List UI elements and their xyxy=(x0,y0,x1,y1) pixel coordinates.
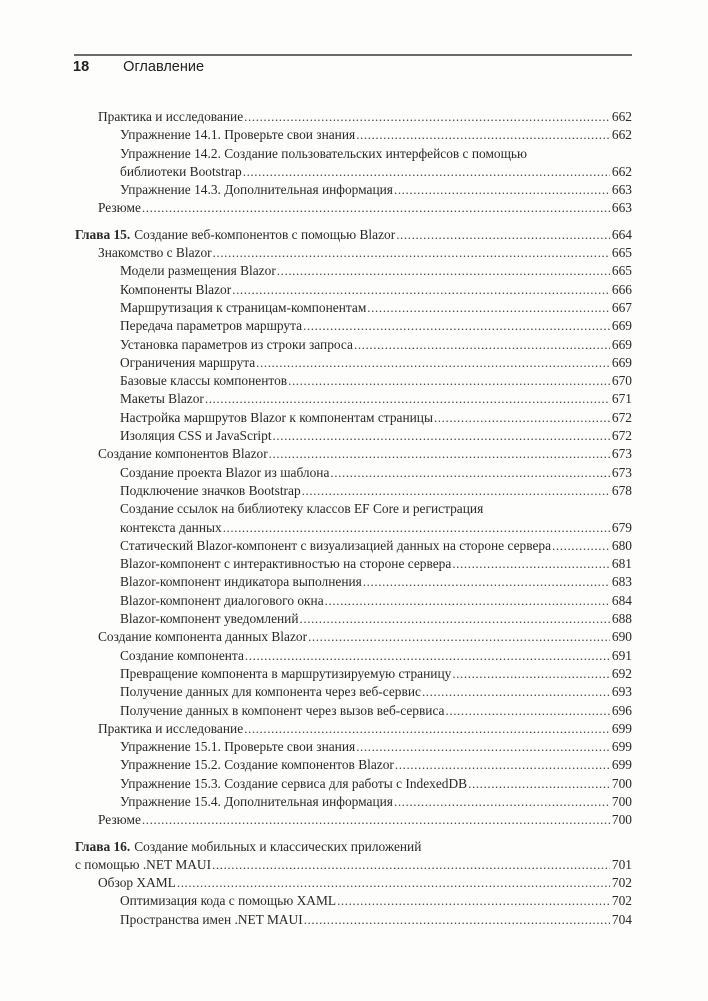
toc-row xyxy=(75,500,632,518)
toc-row xyxy=(75,427,632,445)
dot-leader xyxy=(300,610,610,628)
dot-leader xyxy=(330,464,609,482)
toc-entry-label: Создание ссылок на библиотеку классов EF Core и регистрация xyxy=(120,501,484,517)
toc-row xyxy=(75,610,632,628)
toc-entry-label: Резюме xyxy=(98,812,141,828)
toc-entry-label: Создание компонента данных Blazor xyxy=(98,629,308,645)
dot-leader xyxy=(269,445,610,463)
toc-page-number: 671 xyxy=(611,391,632,407)
dot-leader xyxy=(468,775,610,793)
dot-leader xyxy=(243,163,610,181)
toc-row xyxy=(75,683,632,701)
toc-page-number: 665 xyxy=(611,245,632,261)
toc-page-number: 678 xyxy=(611,482,632,498)
toc-page-number: 663 xyxy=(611,182,632,198)
toc-row xyxy=(75,464,632,482)
dot-leader xyxy=(308,628,610,646)
dot-leader xyxy=(205,390,610,408)
toc-entry-label: Передача параметров маршрута xyxy=(120,318,303,334)
toc-row xyxy=(75,226,632,244)
dot-leader xyxy=(337,892,610,910)
toc-page-number: 669 xyxy=(611,318,632,334)
dot-leader xyxy=(304,911,610,929)
toc-row xyxy=(75,281,632,299)
dot-leader xyxy=(356,126,610,144)
header-title: Оглавление xyxy=(123,59,205,75)
toc-row xyxy=(75,702,632,720)
toc-page-number: 699 xyxy=(611,739,632,755)
toc-page-number: 700 xyxy=(611,775,632,791)
header-rule xyxy=(74,54,632,56)
toc-entry-label: Изоляция CSS и JavaScript xyxy=(120,428,272,444)
dot-leader xyxy=(303,317,610,335)
toc-page-number: 664 xyxy=(611,226,632,242)
toc-list xyxy=(75,108,632,929)
toc-chapter-prefix: Глава 15. xyxy=(75,226,131,242)
toc-row xyxy=(75,372,632,390)
toc-row xyxy=(75,244,632,262)
toc-row xyxy=(75,811,632,829)
toc-entry-label: Макеты Blazor xyxy=(120,391,204,407)
toc-page-number: 672 xyxy=(611,409,632,425)
toc-page-number: 690 xyxy=(611,629,632,645)
toc-page-number: 693 xyxy=(611,684,632,700)
toc-page-number: 672 xyxy=(611,428,632,444)
toc-entry-label: Получение данных для компонента через веб-сервис xyxy=(120,684,421,700)
toc-row xyxy=(75,262,632,280)
toc-row xyxy=(75,555,632,573)
toc-row xyxy=(75,756,632,774)
toc-row xyxy=(75,720,632,738)
toc-entry-label: Создание веб-компонентов с помощью Blazor xyxy=(134,226,396,242)
dot-leader xyxy=(142,199,610,217)
toc-page-number: 691 xyxy=(611,647,632,663)
toc-row xyxy=(75,199,632,217)
dot-leader xyxy=(142,811,610,829)
toc-page-number: 702 xyxy=(611,875,632,891)
toc-page-number: 699 xyxy=(611,720,632,736)
toc-entry-label: Практика и исследование xyxy=(98,720,244,736)
toc-row xyxy=(75,537,632,555)
dot-leader xyxy=(367,299,610,317)
toc-entry-label: Blazor-компонент индикатора выполнения xyxy=(120,574,362,590)
toc-page-number: 701 xyxy=(611,856,632,872)
toc-entry-label: Ограничения маршрута xyxy=(120,354,256,370)
toc-page-number: 662 xyxy=(611,163,632,179)
toc-page-number: 662 xyxy=(611,109,632,124)
toc-entry-label: Знакомство с Blazor xyxy=(98,245,212,261)
dot-leader xyxy=(354,336,610,354)
toc-entry-label: Упражнение 14.1. Проверьте свои знания xyxy=(120,127,356,143)
toc-row xyxy=(75,126,632,144)
header-page-number: 18 xyxy=(73,59,90,75)
dot-leader xyxy=(363,573,610,591)
dot-leader xyxy=(256,354,610,372)
dot-leader xyxy=(213,244,610,262)
toc-row xyxy=(75,354,632,372)
dot-leader xyxy=(223,519,610,537)
toc-entry-label: Базовые классы компонентов xyxy=(120,373,288,389)
toc-entry-label: Упражнение 15.3. Создание сервиса для работы с IndexedDB xyxy=(120,775,468,791)
dot-leader xyxy=(452,665,610,683)
toc-row xyxy=(75,775,632,793)
dot-leader xyxy=(277,262,610,280)
toc-entry-label: Получение данных в компонент через вызов веб-сервиса xyxy=(120,702,445,718)
toc-page-number: 665 xyxy=(611,263,632,279)
toc-page-number: 696 xyxy=(611,702,632,718)
toc-entry-label: Оптимизация кода с помощью XAML xyxy=(120,893,337,909)
dot-leader xyxy=(434,409,610,427)
toc-page-number: 700 xyxy=(611,812,632,828)
toc-page-number: 699 xyxy=(611,757,632,773)
toc-row xyxy=(75,665,632,683)
toc-entry-label: Упражнение 15.1. Проверьте свои знания xyxy=(120,739,356,755)
toc-entry-label: Упражнение 14.2. Создание пользовательских интерфейсов с помощью xyxy=(120,145,528,161)
toc-page-number: 679 xyxy=(611,519,632,535)
toc-row xyxy=(75,647,632,665)
toc-row xyxy=(75,108,632,126)
toc-page-number: 673 xyxy=(611,446,632,462)
toc-entry-label: Резюме xyxy=(98,200,141,216)
dot-leader xyxy=(245,647,610,665)
dot-leader xyxy=(394,793,610,811)
toc-row xyxy=(75,317,632,335)
dot-leader xyxy=(177,874,610,892)
toc-entry-label: Создание компонента xyxy=(120,647,244,663)
toc-entry-label: Маршрутизация к страницам-компонентам xyxy=(120,299,367,315)
toc-entry-label: Упражнение 14.3. Дополнительная информация xyxy=(120,182,393,198)
toc-entry-label: Практика и исследование xyxy=(98,109,244,124)
dot-leader xyxy=(325,592,610,610)
toc-row xyxy=(75,445,632,463)
toc-entry-label: Blazor-компонент уведомлений xyxy=(120,611,299,627)
toc-row xyxy=(75,838,632,856)
toc-row xyxy=(75,482,632,500)
dot-leader xyxy=(244,720,610,738)
dot-leader xyxy=(452,555,610,573)
toc-row xyxy=(75,793,632,811)
toc-page-number: 670 xyxy=(611,373,632,389)
dot-leader xyxy=(396,226,610,244)
toc-row xyxy=(75,592,632,610)
page-header xyxy=(73,59,204,75)
toc-page-number: 692 xyxy=(611,665,632,681)
toc-page-number: 673 xyxy=(611,464,632,480)
toc-entry-label: Обзор XAML xyxy=(98,875,176,891)
dot-leader xyxy=(446,702,610,720)
toc-page-number: 681 xyxy=(611,556,632,572)
dot-leader xyxy=(395,756,610,774)
toc-page-number: 680 xyxy=(611,537,632,553)
toc-row xyxy=(75,409,632,427)
toc-page-number: 688 xyxy=(611,611,632,627)
toc-page-number: 684 xyxy=(611,592,632,608)
dot-leader xyxy=(244,108,610,126)
toc-entry-label: Компоненты Blazor xyxy=(120,281,232,297)
toc-row xyxy=(75,519,632,537)
toc-entry-label: Упражнение 15.4. Дополнительная информация xyxy=(120,793,393,809)
dot-leader xyxy=(302,482,610,500)
toc-row xyxy=(75,299,632,317)
toc-row xyxy=(75,856,632,874)
toc-row xyxy=(75,181,632,199)
dot-leader xyxy=(552,537,610,555)
toc-page-number: 669 xyxy=(611,354,632,370)
dot-leader xyxy=(232,281,610,299)
toc-entry-label: Модели размещения Blazor xyxy=(120,263,276,279)
toc-page-number: 669 xyxy=(611,336,632,352)
dot-leader xyxy=(212,856,610,874)
toc-entry-label: Статический Blazor-компонент с визуализацией данных на стороне сервера xyxy=(120,537,552,553)
toc-entry-label: Создание мобильных и классических приложений xyxy=(134,838,422,854)
toc-entry-label: Создание проекта Blazor из шаблона xyxy=(120,464,330,480)
toc-row xyxy=(75,573,632,591)
toc-row xyxy=(75,390,632,408)
toc-row xyxy=(75,145,632,163)
toc-page-number: 683 xyxy=(611,574,632,590)
toc-entry-label: библиотеки Bootstrap xyxy=(120,163,242,179)
dot-leader xyxy=(422,683,610,701)
toc-row xyxy=(75,892,632,910)
toc-row xyxy=(75,738,632,756)
toc-entry-label: Blazor-компонент диалогового окна xyxy=(120,592,324,608)
toc-page-number: 666 xyxy=(611,281,632,297)
toc-row xyxy=(75,911,632,929)
toc-entry-label: контекста данных xyxy=(120,519,222,535)
toc-entry-label: Установка параметров из строки запроса xyxy=(120,336,353,352)
toc-entry-label: Превращение компонента в маршрутизируемую страницу xyxy=(120,665,452,681)
toc-chapter-prefix: Глава 16. xyxy=(75,838,131,854)
dot-leader xyxy=(394,181,610,199)
toc-row xyxy=(75,163,632,181)
toc-entry-label: с помощью .NET MAUI xyxy=(75,856,212,872)
toc-page-number: 704 xyxy=(611,911,632,927)
toc-entry-label: Упражнение 15.2. Создание компонентов Blazor xyxy=(120,757,394,773)
toc-page-number: 700 xyxy=(611,793,632,809)
dot-leader xyxy=(273,427,610,445)
toc-page-number: 662 xyxy=(611,127,632,143)
dot-leader xyxy=(356,738,610,756)
toc-page-number: 663 xyxy=(611,200,632,216)
toc-page-number: 667 xyxy=(611,299,632,315)
toc-entry-label: Blazor-компонент с интерактивностью на стороне сервера xyxy=(120,556,452,572)
toc-page-number: 702 xyxy=(611,893,632,909)
dot-leader xyxy=(288,372,610,390)
toc-row xyxy=(75,336,632,354)
toc-entry-label: Создание компонентов Blazor xyxy=(98,446,268,462)
toc-row xyxy=(75,874,632,892)
toc-entry-label: Подключение значков Bootstrap xyxy=(120,482,301,498)
toc-entry-label: Пространства имен .NET MAUI xyxy=(120,911,303,927)
toc-row xyxy=(75,628,632,646)
toc-entry-label: Настройка маршрутов Blazor к компонентам страницы xyxy=(120,409,433,425)
